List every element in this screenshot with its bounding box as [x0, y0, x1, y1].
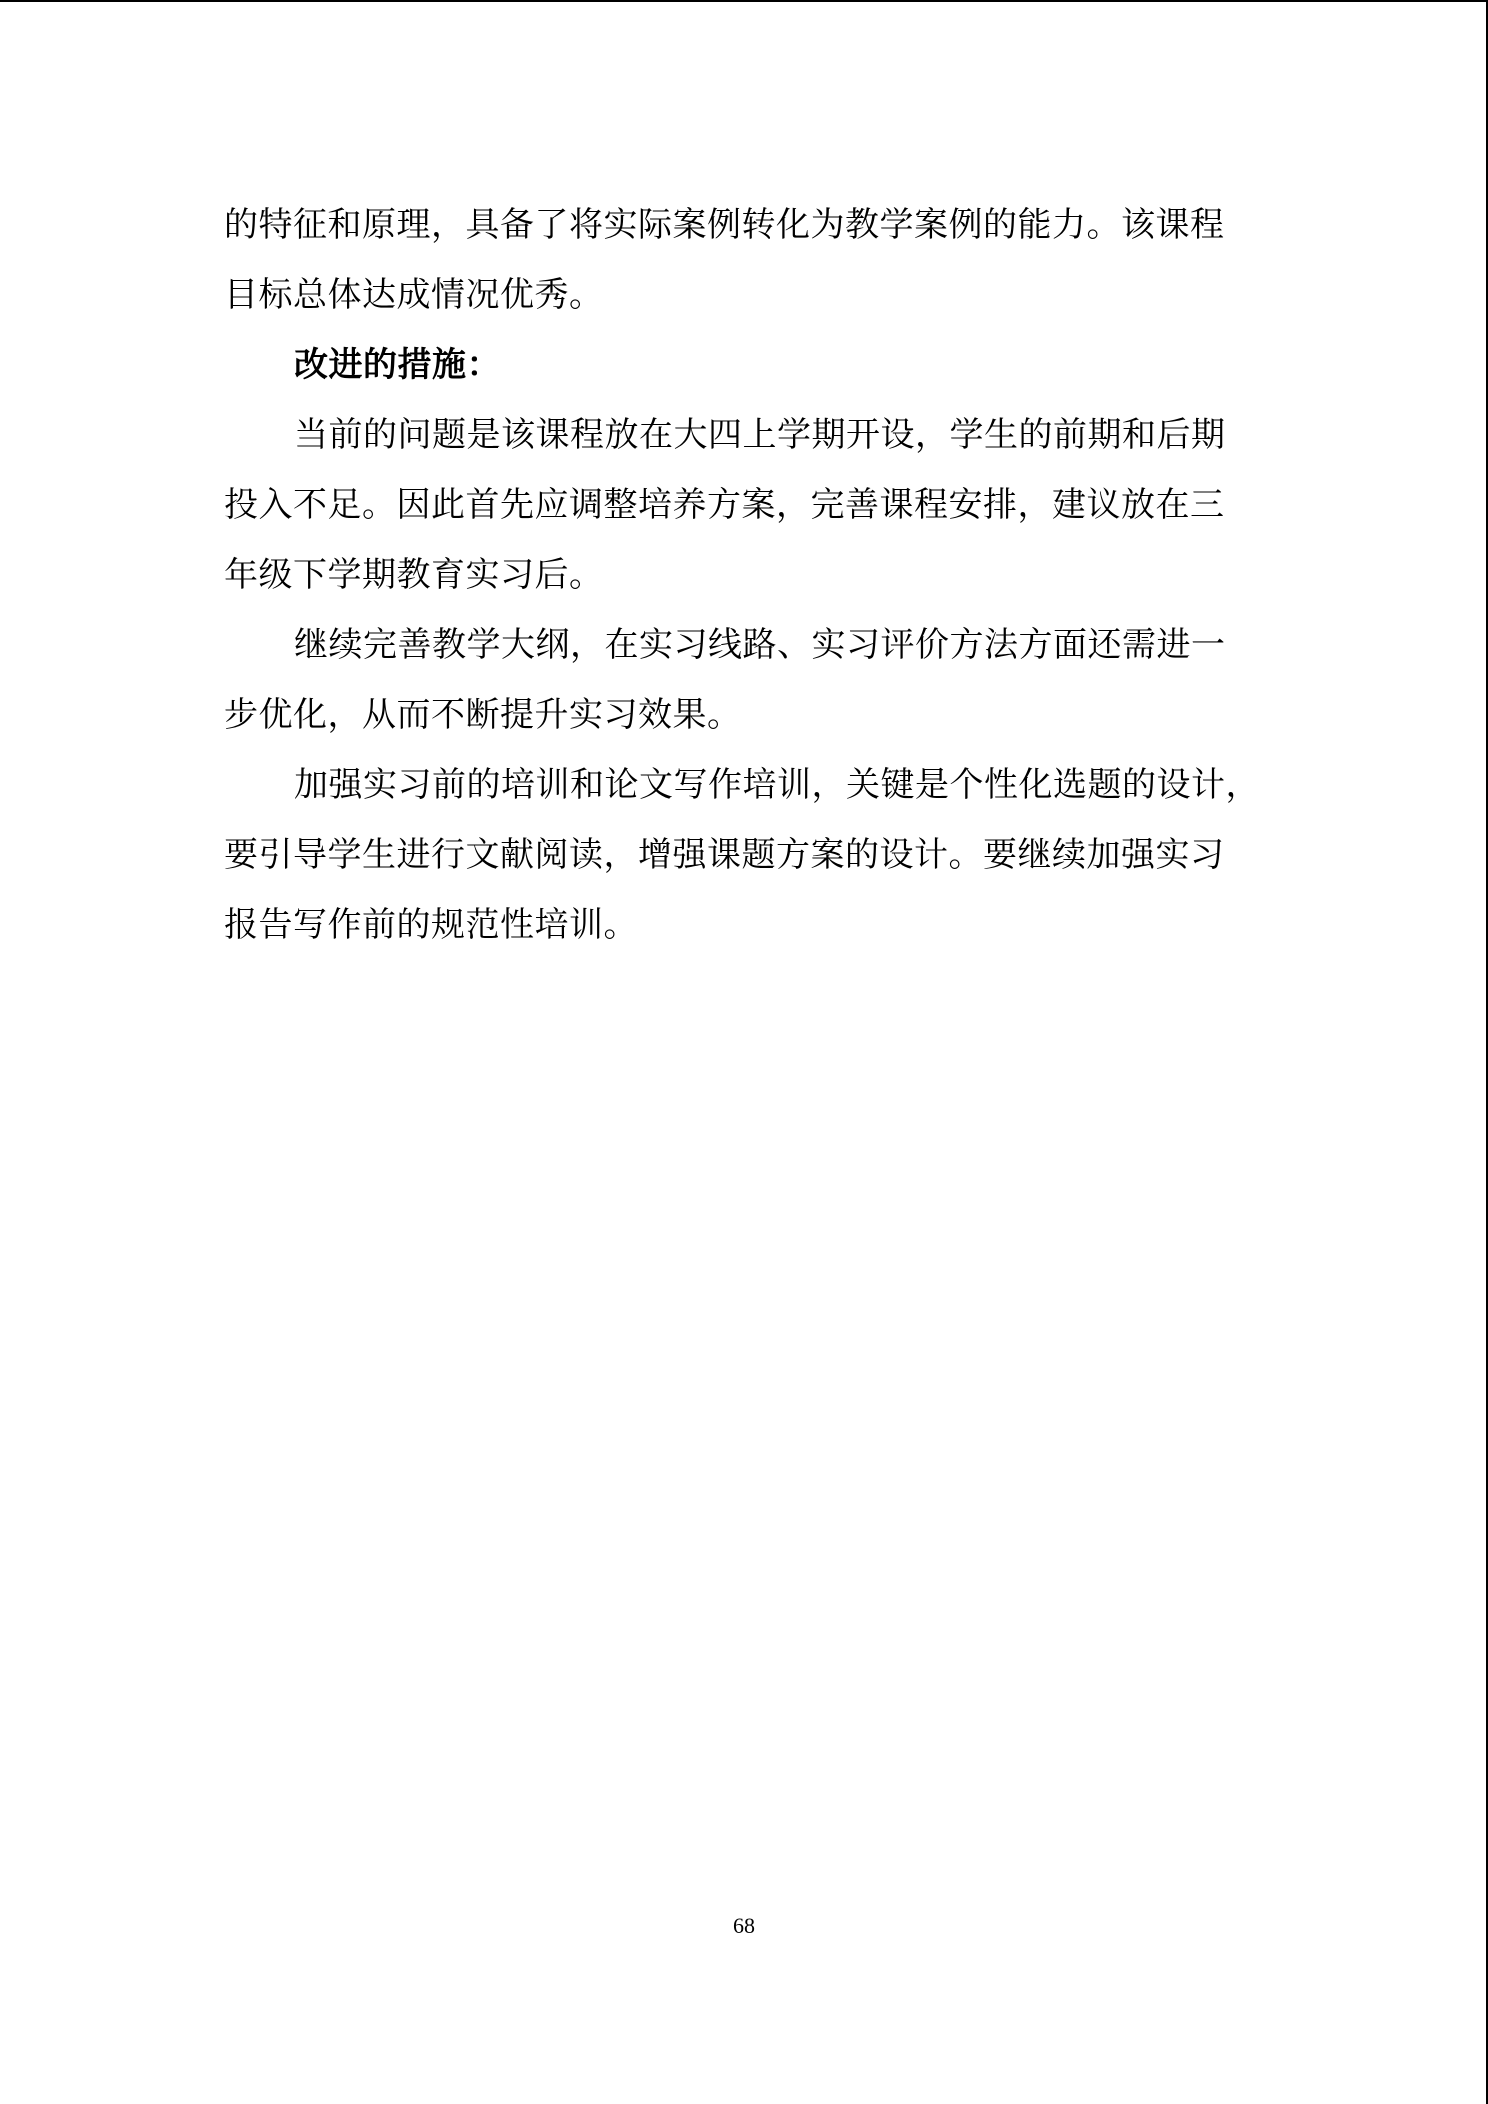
body-line-1: 的特征和原理，具备了将实际案例转化为教学案例的能力。该课程 — [224, 205, 1225, 245]
section-heading-improvement: 改进的措施： — [294, 345, 501, 385]
paragraph-2-line-2: 步优化，从而不断提升实习效果。 — [224, 695, 742, 735]
page-number: 68 — [733, 1913, 755, 1938]
paragraph-1-line-2: 投入不足。因此首先应调整培养方案，完善课程安排，建议放在三 — [224, 485, 1225, 525]
paragraph-3-line-3: 报告写作前的规范性培训。 — [224, 905, 638, 945]
body-line-2: 目标总体达成情况优秀。 — [224, 275, 604, 315]
paragraph-1-line-1: 当前的问题是该课程放在大四上学期开设，学生的前期和后期 — [294, 415, 1226, 455]
paragraph-1-line-3: 年级下学期教育实习后。 — [224, 555, 604, 595]
document-body — [224, 190, 1284, 960]
paragraph-3-line-2: 要引导学生进行文献阅读，增强课题方案的设计。要继续加强实习 — [224, 835, 1225, 875]
paragraph-2-line-1: 继续完善教学大纲，在实习线路、实习评价方法方面还需进一 — [294, 625, 1226, 665]
paragraph-3-line-1: 加强实习前的培训和论文写作培训，关键是个性化选题的设计， — [294, 765, 1260, 805]
page-border-top — [0, 0, 1488, 2]
